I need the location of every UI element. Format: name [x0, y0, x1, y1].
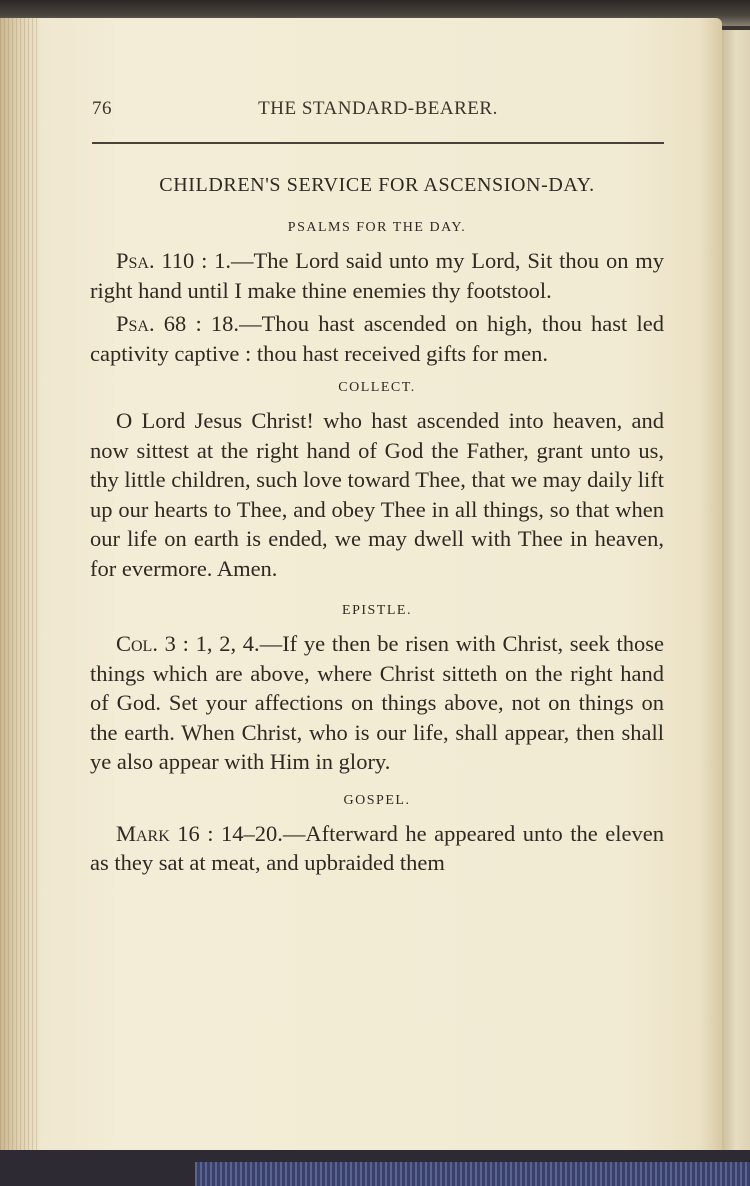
gospel-text: —Afterward he appeared unto the eleven as they sat at meat, and upbraided them	[90, 820, 664, 875]
collect-subhead: COLLECT.	[338, 380, 416, 395]
psalm-verse-1	[90, 246, 664, 305]
page-number: 76	[92, 98, 112, 119]
psalm-text-1: —The Lord said unto my Lord, Sit thou on my right hand until I make thine enemies thy footstool.	[90, 248, 664, 303]
gospel-subhead: GOSPEL.	[343, 792, 411, 808]
epistle-paragraph	[90, 629, 664, 777]
epistle-subhead: EPISTLE.	[342, 603, 412, 618]
page-stack-edge	[0, 18, 40, 1156]
epistle-ref: Col. 3 : 1, 2, 4.	[116, 631, 260, 656]
service-heading: CHILDREN'S SERVICE FOR ASCENSION-DAY.	[159, 174, 595, 196]
psalm-text-2: —Thou hast ascended on high, thou hast led captivity captive : thou hast received gifts for men.	[90, 311, 664, 366]
psalms-subhead: PSALMS FOR THE DAY.	[287, 220, 467, 235]
collect-text: O Lord Jesus Christ! who hast ascended into heaven, and now sittest at the right hand of God the Father, grant unto us, thy little children, such love toward Thee, that we may daily lift up our hearts to Thee, and obey Thee in all things, so that when our life on earth is ended, we may dwell with Thee in heaven, for evermore. Amen.	[90, 408, 664, 581]
running-head	[92, 98, 664, 128]
epistle-text: —If ye then be risen with Christ, seek those things which are above, where Christ sitteth on the right hand of God. Set your affections on things above, not on things on the earth. When Christ, who is our life, shall appear, then shall ye also appear with Him in glory.	[90, 631, 664, 774]
page-content	[90, 170, 664, 882]
gospel-ref: Mark 16 : 14–20.	[116, 820, 283, 846]
book-cloth-pattern	[195, 1162, 750, 1186]
running-title: THE STANDARD-BEARER.	[258, 98, 498, 119]
header-rule	[92, 142, 664, 144]
psalm-ref-2: Psa. 68 : 18.	[116, 311, 240, 336]
psalm-verse-2	[90, 309, 664, 368]
psalm-ref-1: Psa. 110 : 1.	[116, 248, 232, 273]
gospel-paragraph	[90, 819, 664, 878]
